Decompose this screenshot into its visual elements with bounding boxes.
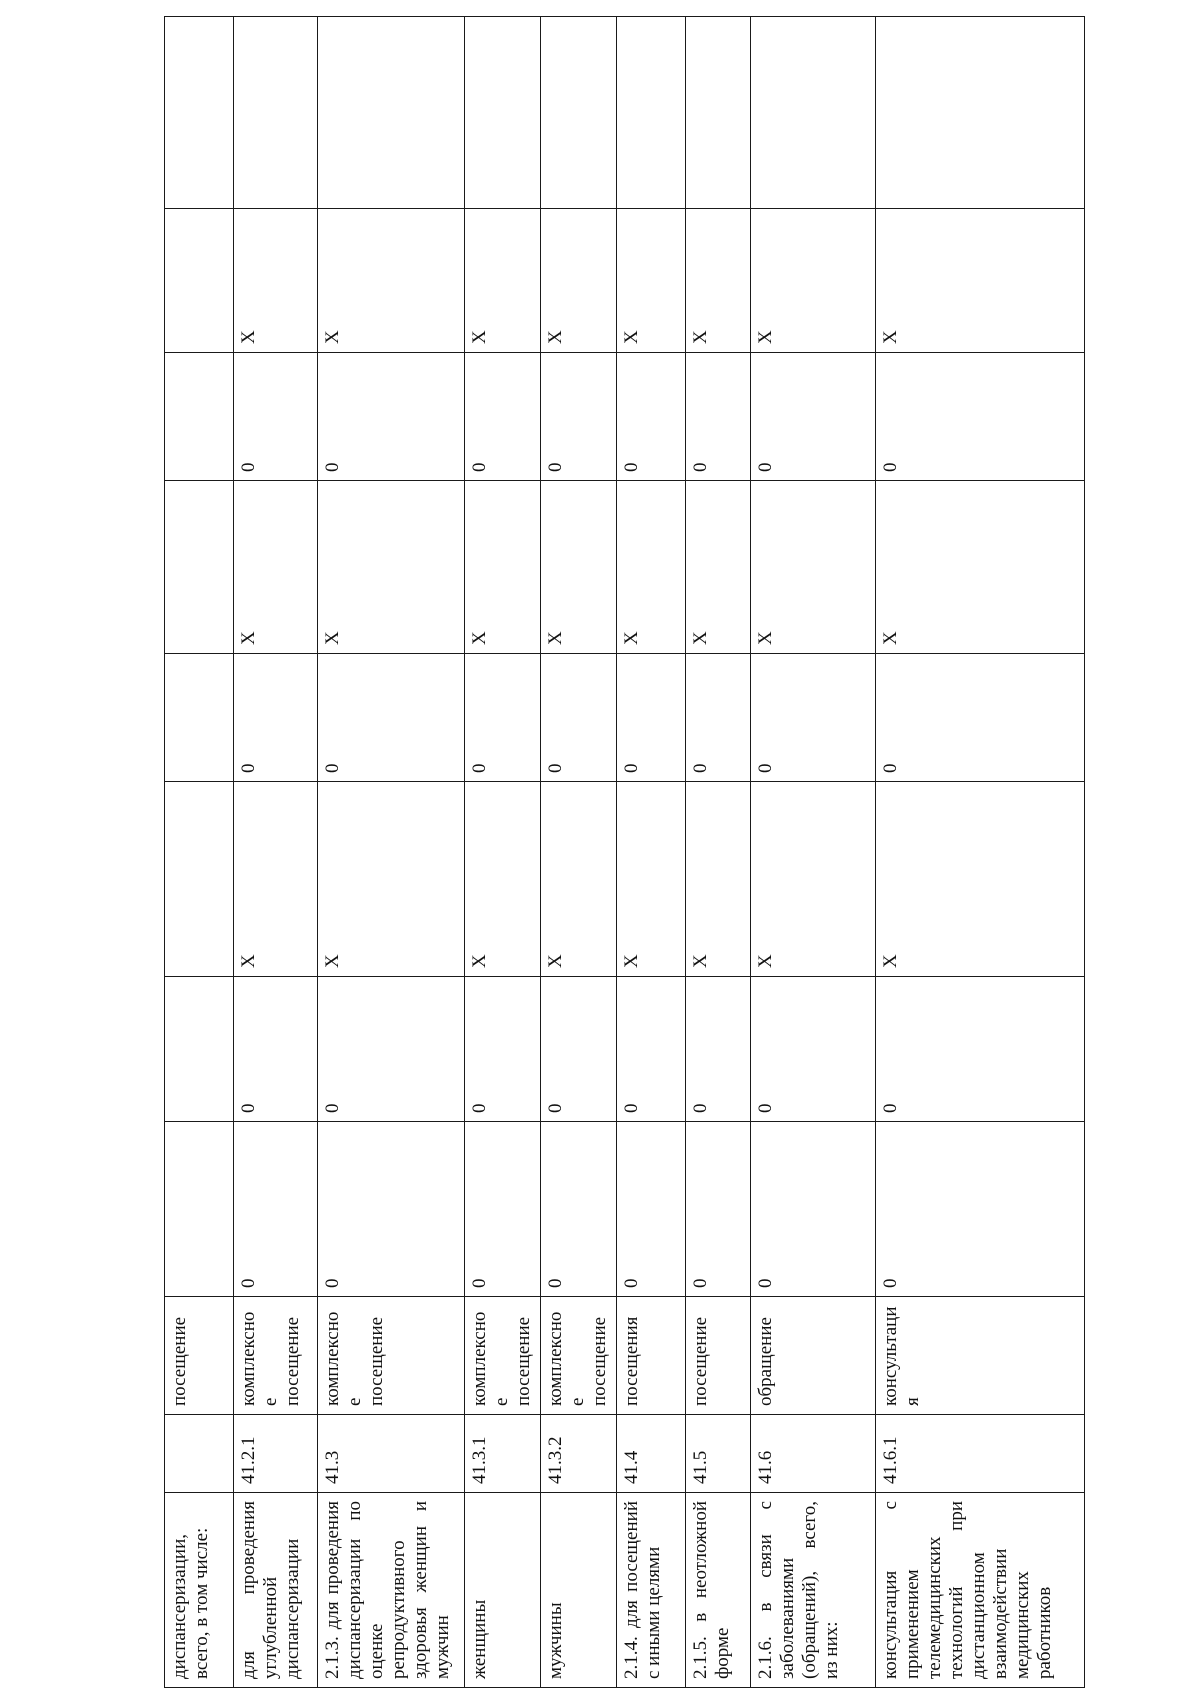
value-cell: 0 xyxy=(616,654,686,782)
row-name-cell: диспансеризации, всего, в том числе: xyxy=(165,1493,234,1688)
row-code-cell: 41.2.1 xyxy=(233,1415,317,1493)
value-cell: 0 xyxy=(875,1122,1084,1297)
row-unit-cell: комплексное посещение xyxy=(317,1297,464,1415)
value-cell: 0 xyxy=(233,1122,317,1297)
row-unit-cell: посещение xyxy=(686,1297,751,1415)
value-cell: X xyxy=(233,782,317,977)
value-cell: X xyxy=(540,481,616,654)
value-cell: X xyxy=(750,782,875,977)
value-cell: 0 xyxy=(317,977,464,1122)
value-cell: X xyxy=(317,782,464,977)
value-cell: 0 xyxy=(317,1122,464,1297)
row-code-cell: 41.3.1 xyxy=(464,1415,540,1493)
row-name-cell: 2.1.4. для посещений с иными целями xyxy=(616,1493,686,1688)
value-cell: 0 xyxy=(233,654,317,782)
table-row xyxy=(317,17,464,1688)
value-cell: X xyxy=(233,481,317,654)
value-cell: 0 xyxy=(233,977,317,1122)
value-cell: X xyxy=(540,782,616,977)
value-cell: 0 xyxy=(750,977,875,1122)
row-code-cell: 41.3.2 xyxy=(540,1415,616,1493)
value-cell: 0 xyxy=(540,977,616,1122)
row-code-cell: 41.4 xyxy=(616,1415,686,1493)
row-unit-cell: консультация xyxy=(875,1297,1084,1415)
table-row xyxy=(875,17,1084,1688)
value-cell: X xyxy=(750,481,875,654)
row-name-cell: 2.1.5. в неотложной форме xyxy=(686,1493,751,1688)
value-cell: 0 xyxy=(317,654,464,782)
value-cell: 0 xyxy=(616,977,686,1122)
table-row xyxy=(540,17,616,1688)
value-cell: 0 xyxy=(540,353,616,481)
row-unit-cell: обращение xyxy=(750,1297,875,1415)
row-code-cell xyxy=(165,1415,234,1493)
value-cell: 0 xyxy=(464,654,540,782)
value-cell: 0 xyxy=(616,353,686,481)
row-code-cell: 41.3 xyxy=(317,1415,464,1493)
value-cell: X xyxy=(616,481,686,654)
value-cell: 0 xyxy=(686,654,751,782)
row-code-cell: 41.5 xyxy=(686,1415,751,1493)
row-name-cell: для проведения углубленной диспансеризации xyxy=(233,1493,317,1688)
table-row xyxy=(616,17,686,1688)
value-cell: 0 xyxy=(464,977,540,1122)
value-cell: X xyxy=(464,782,540,977)
value-cell: X xyxy=(875,209,1084,353)
value-cell: X xyxy=(875,481,1084,654)
value-cell: 0 xyxy=(750,353,875,481)
row-unit-cell: посещение xyxy=(165,1297,234,1415)
value-cell: X xyxy=(616,782,686,977)
row-name-cell: 2.1.6. в связи с заболеваниями (обращений), всего, из них: xyxy=(750,1493,875,1688)
table-row xyxy=(165,17,234,1688)
value-cell: 0 xyxy=(686,977,751,1122)
table-row xyxy=(686,17,751,1688)
value-cell: 0 xyxy=(875,977,1084,1122)
value-cell: X xyxy=(686,481,751,654)
value-cell: X xyxy=(750,209,875,353)
row-unit-cell: посещения xyxy=(616,1297,686,1415)
value-cell: 0 xyxy=(540,1122,616,1297)
value-cell: 0 xyxy=(686,1122,751,1297)
row-name-cell: мужчины xyxy=(540,1493,616,1688)
value-cell: X xyxy=(875,782,1084,977)
row-unit-cell: комплексное посещение xyxy=(233,1297,317,1415)
value-cell: 0 xyxy=(686,353,751,481)
value-cell: 0 xyxy=(540,654,616,782)
value-cell: 0 xyxy=(233,353,317,481)
table-row xyxy=(233,17,317,1688)
value-cell: 0 xyxy=(464,353,540,481)
rotated-table-page xyxy=(164,107,1085,1688)
value-cell: 0 xyxy=(875,353,1084,481)
table-row xyxy=(464,17,540,1688)
value-cell: X xyxy=(540,209,616,353)
value-cell: 0 xyxy=(875,654,1084,782)
value-cell: X xyxy=(686,782,751,977)
value-cell: X xyxy=(464,481,540,654)
value-cell: X xyxy=(686,209,751,353)
row-code-cell: 41.6 xyxy=(750,1415,875,1493)
value-cell: X xyxy=(616,209,686,353)
row-code-cell: 41.6.1 xyxy=(875,1415,1084,1493)
value-cell: X xyxy=(317,209,464,353)
data-table xyxy=(164,16,1085,1688)
value-cell: 0 xyxy=(616,1122,686,1297)
value-cell: 0 xyxy=(750,1122,875,1297)
value-cell: X xyxy=(317,481,464,654)
value-cell: X xyxy=(233,209,317,353)
table-row xyxy=(750,17,875,1688)
row-unit-cell: комплексное посещение xyxy=(540,1297,616,1415)
value-cell: 0 xyxy=(464,1122,540,1297)
row-name-cell: 2.1.3. для проведения диспансеризации по оценке репродуктивного здоровья женщин и мужчин xyxy=(317,1493,464,1688)
row-name-cell: женщины xyxy=(464,1493,540,1688)
value-cell: 0 xyxy=(750,654,875,782)
value-cell: X xyxy=(464,209,540,353)
value-cell: 0 xyxy=(317,353,464,481)
row-unit-cell: комплексное посещение xyxy=(464,1297,540,1415)
row-name-cell: консультация с применением телемедицинских технологий при дистанционном взаимодействии медицинских работников xyxy=(875,1493,1084,1688)
